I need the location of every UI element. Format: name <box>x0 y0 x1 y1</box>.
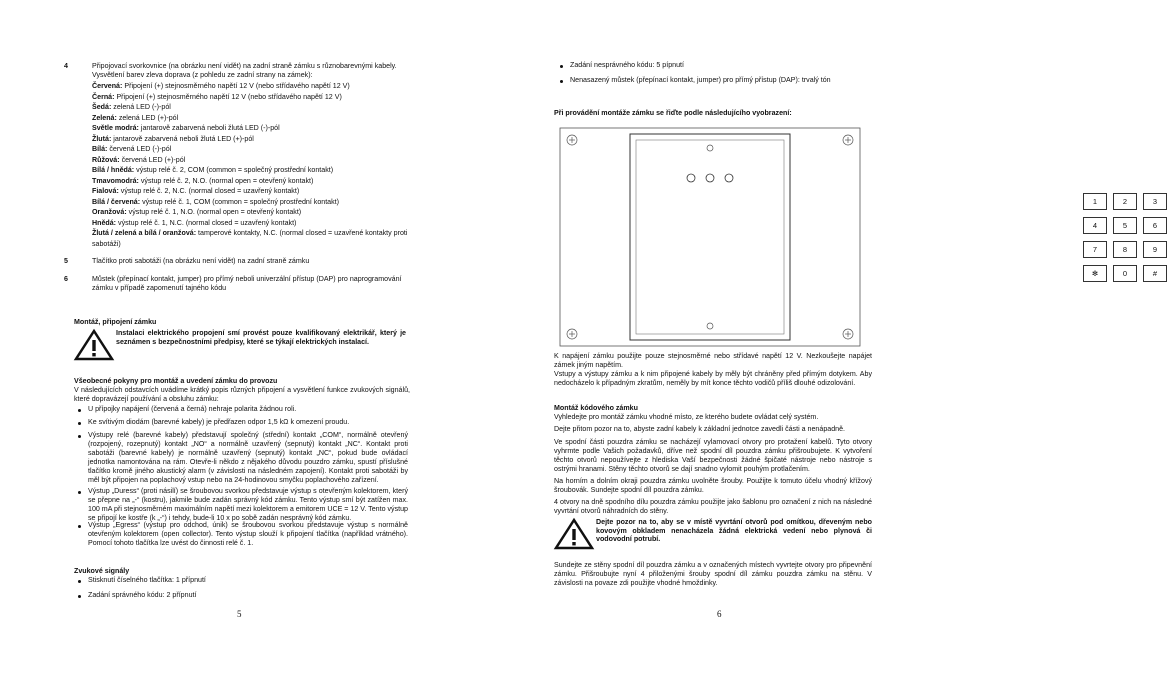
wire-color: Žlutá: <box>92 134 112 143</box>
wire-function: tamperové kontakty, N.C. (normal closed = uzavřené kontakty proti <box>196 229 408 237</box>
wire-entry <box>92 208 301 217</box>
wire-entry <box>92 156 185 165</box>
wire-function: červená LED (-)-pól <box>107 145 172 153</box>
keypad-key[interactable] <box>1143 193 1167 210</box>
general-bullet-4: Výstup „Duress“ (proti násilí) se šroubovou svorkou představuje výstup s otevřeným kolektorem, který se přepne na „-“ (kostru), jakmile bude zadán správný kód zámku. Tento výstup smí být zatížen max. 100 mA při stejnosměrném maximálním napětí mezi kolektorem a emitorem UCE = 12 V. Tento výstup se připojí ke kostře (k „-“) i tehdy, bude-li 10 x po sobě zadán nesprávný kód zámku. <box>88 487 408 522</box>
wire-color: Černá: <box>92 92 115 101</box>
wire-entry <box>92 219 296 228</box>
bullet-dot <box>78 580 81 583</box>
wire-color: Zelená: <box>92 113 117 122</box>
wire-color: Oranžová: <box>92 208 127 216</box>
wire-function: výstup relé č. 1, COM (common = společný prostřední kontakt) <box>140 197 340 206</box>
item-4-number: 4 <box>64 62 68 70</box>
para-mounting: Sundejte ze stěny spodní díl pouzdra zámku a v označených místech vyvrtejte otvory pro připevnění zámku. Přišroubujte nyní 4 přiloženými šrouby spodní díl zámku pouzdra zámku na stěnu. V závislosti na povaze zdi použijte vhodné hmoždinky. <box>554 561 872 587</box>
keypad-key-label: ✻ <box>1091 269 1099 278</box>
keypad-key-label: 6 <box>1152 221 1158 230</box>
warning-triangle-icon <box>554 518 594 550</box>
para-template: 4 otvory na dně spodního dílu pouzdra zámku použijte jako šablonu pro označení z nich na následné vyvrtání otvorů náhradních do stěny. <box>554 498 872 515</box>
keypad-key-label: 9 <box>1152 245 1158 254</box>
warning-drilling: Dejte pozor na to, aby se v místě vyvrtání otvorů pod omítkou, dřeveným nebo kovovým obkladem nenacházela žádná elektrická vedení nebo plynová či vodovodní potrubí. <box>596 518 872 543</box>
keypad-key[interactable] <box>1113 217 1137 234</box>
general-bullet-5: Výstup „Egress“ (výstup pro odchod, únik) se šroubovou svorkou představuje výstup s normálně otevřeným kolektorem (open collector). Tento výstup slouží k připojení tlačítka (například vrátného). Pomocí tohoto tlačítka lze uvést do činnosti relé č. 1. <box>88 521 408 547</box>
wire-entry <box>92 229 407 238</box>
sound-bullet-1: Stisknutí číselného tlačítka: 1 přípnutí <box>88 576 206 584</box>
para-cables: Dejte přitom pozor na to, abyste zadní kabely k základní jednotce zavedli části a nenápadně. <box>554 425 846 433</box>
wire-color: Hnědá: <box>92 218 117 227</box>
wire-color: Žlutá / zelená a bílá / oranžová: <box>92 229 197 237</box>
wire-entry <box>92 114 178 123</box>
keypad-key-label: 3 <box>1152 197 1158 206</box>
wire-function: Připojení (+) stejnosměrného napětí 12 V (nebo střídavého napětí 12 V) <box>122 82 350 90</box>
item-6-number: 6 <box>64 275 68 283</box>
right-bullet-1: Zadání nesprávného kódu: 5 pípnutí <box>570 61 684 69</box>
wire-entry <box>92 187 299 196</box>
wire-function: výstup relé č. 1, N.O. (normal open = otevřený kontakt) <box>126 208 302 216</box>
keypad-key[interactable] <box>1083 193 1107 210</box>
wire-entry <box>92 198 339 207</box>
wire-function: výstup relé č. 2, N.O. (normal open = otevřený kontakt) <box>138 176 314 185</box>
wire-function: výstup relé č. 2, N.C. (normal closed = uzavřený kontakt) <box>118 187 300 195</box>
keypad-key[interactable] <box>1113 193 1137 210</box>
wire-color: Bílá: <box>92 145 108 153</box>
wire-entry <box>92 177 313 186</box>
installation-diagram <box>558 126 862 348</box>
keypad-key-label: 8 <box>1122 245 1128 254</box>
bullet-dot <box>78 409 81 412</box>
general-bullet-3: Výstupy relé (barevné kabely) představují společný (střední) kontakt „COM“, normálně otevřený (rozpojený, rozepnutý) kontakt „NO“ a normálně uzavřený (sepnutý) kontakt „NC“. Kontakt proti sabotáži (barevné kabely) je normálně uzavřený (sepnutý) kontakt „NC“, pokud bude ovládací jednotka namontována na rám. Otevře-li někdo z nějakého důvodu pouzdro zámku, spustí příslušné tlačítko kromě jiného akustický alarm (v závislosti na následném zapojení). Kontakt proti sabotáži by měl být připojen na poplachový vstup nebo na 24-hodinovou smyčku poplachového zařízení. <box>88 431 408 484</box>
wire-entry <box>92 82 350 91</box>
right-bullet-2: Nenasazený můstek (přepínací kontakt, jumper) pro přímý přístup (DAP): trvalý tón <box>570 76 831 84</box>
para-power: K napájení zámku použijte pouze stejnosměrné nebo střídavé napětí 12 V. Nezkoušejte napájet zámek jiným napětím. <box>554 352 872 369</box>
para-knockouts: Ve spodní části pouzdra zámku se nacházejí vylamovací otvory pro protažení kabelů. Tyto otvory vyhrmte podle Vašich požadavků, dříve než spodní díl pouzdra zámku přišroubujete. K vytvoření těchto otvorů nepoužívejte z hlediska Vaší bezpečnosti žádné špičaté nástroje nebo nástroje s ostrými hranami. Stěny těchto otvorů se dají snadno vylomit pouhým protlačením. <box>554 438 872 473</box>
wire-function: jantarově zabarvená neboli žlutá LED (+)-pól <box>111 134 254 143</box>
wire-entry <box>92 135 254 144</box>
wire-function: výstup relé č. 2, COM (common = společný prostřední kontakt) <box>134 166 334 174</box>
wire-color: Bílá / červená: <box>92 197 141 206</box>
item-4-line-2: Vysvětlení barev zleva doprava (z pohledu ze zadní strany na zámek): <box>92 71 313 79</box>
keypad-key[interactable] <box>1143 265 1167 282</box>
page-number: 6 <box>717 609 722 619</box>
mount-note: Při provádění montáže zámku se řiďte podle následujícího vyobrazení: <box>554 109 792 117</box>
warning-text: Instalaci elektrického propojení smí provést pouze kvalifikovaný elektrikář, který je seznámen s bezpečnostními předpisy, které se týkají elektrických instalací. <box>116 329 406 346</box>
warning-triangle-icon <box>74 329 114 361</box>
wire-color: Růžová: <box>92 155 120 164</box>
wire-color: Tmavomodrá: <box>92 176 139 185</box>
bullet-dot <box>78 435 81 438</box>
wire-entry <box>92 93 342 102</box>
keypad-key-label: 0 <box>1122 269 1128 278</box>
wire-function: jantarově zabarvená neboli žlutá LED (-)-pól <box>138 124 280 132</box>
wire-color: Bílá / hnědá: <box>92 166 135 174</box>
bullet-dot <box>78 422 81 425</box>
keypad-key[interactable] <box>1083 265 1107 282</box>
wire-function: zelená LED (-)-pól <box>111 103 171 111</box>
wire-entry <box>92 145 171 154</box>
general-intro: V následujících odstavcích uvádíme krátký popis různých připojení a vysvětlení funkce zvukových signálů, které dopravázejí používání a obsluhu zámku: <box>74 386 410 403</box>
wire-entry <box>92 166 333 175</box>
bullet-dot <box>78 525 81 528</box>
para-protect: Vstupy a výstupy zámku a k nim připojené kabely by měly být chráněny před přímým dotykem. Aby nedocházelo k případným zkratům, neměly by mít konce těchto vodičů příliš dlouhé odizolování. <box>554 370 872 387</box>
wire-entry <box>92 103 171 112</box>
wire-function: červená LED (+)-pól <box>119 155 186 164</box>
bullet-dot <box>78 595 81 598</box>
keypad-mount-title: Montáž kódového zámku <box>554 404 638 412</box>
keypad-key[interactable] <box>1083 241 1107 258</box>
wire-function: zelená LED (+)-pól <box>116 113 179 122</box>
wire-entry <box>92 124 280 133</box>
wire-color: Červená: <box>92 82 123 90</box>
wire-color: Fialová: <box>92 187 119 195</box>
page-number: 5 <box>237 609 242 619</box>
right-page <box>480 0 1158 674</box>
left-page <box>0 0 480 674</box>
para-screws: Na horním a dolním okraji pouzdra zámku uvolněte šrouby. Použijte k tomuto účelu vhodný křížový šroubovák. Sundejte spodní díl pouzdra zámku. <box>554 477 872 494</box>
keypad-key-label: 2 <box>1122 197 1128 206</box>
general-title: Všeobecné pokyny pro montáž a uvedení zámku do provozu <box>74 377 278 385</box>
item-5-text: Tlačítko proti sabotáži (na obrázku není vidět) na zadní straně zámku <box>92 257 310 265</box>
sound-bullet-2: Zadání správného kódu: 2 přípnutí <box>88 591 197 599</box>
sound-title: Zvukové signály <box>74 567 130 575</box>
mount-title: Montáž, připojení zámku <box>74 318 157 326</box>
item-5-number: 5 <box>64 257 68 265</box>
keypad-key[interactable] <box>1083 217 1107 234</box>
wire-list-tail: sabotáži) <box>92 240 121 248</box>
general-bullet-2: Ke svítivým diodám (barevné kabely) je předřazen odpor 1,5 kΩ k omezení proudu. <box>88 418 350 426</box>
wire-function: výstup relé č. 1, N.C. (normal closed = uzavřený kontakt) <box>116 218 297 227</box>
bullet-dot <box>560 65 563 68</box>
keypad-key[interactable] <box>1113 265 1137 282</box>
keypad-key[interactable] <box>1143 241 1167 258</box>
wire-color: Světle modrá: <box>92 124 139 132</box>
general-bullet-1: U přípojky napájení (červená a černá) nehraje polarita žádnou roli. <box>88 405 297 413</box>
wire-color: Šedá: <box>92 103 112 111</box>
item-6-line-2: zámku v případě zapomenutí tajného kódu <box>92 284 227 292</box>
bullet-dot <box>560 80 563 83</box>
item-4-line-1: Připojovací svorkovnice (na obrázku není vidět) na zadní straně zámku s různobarevnými kabely. <box>92 62 397 70</box>
keypad-key-label: 1 <box>1092 197 1098 206</box>
bullet-dot <box>78 491 81 494</box>
keypad-key-label: # <box>1152 269 1158 278</box>
keypad-key[interactable] <box>1113 241 1137 258</box>
keypad-key[interactable] <box>1143 217 1167 234</box>
keypad-key-label: 5 <box>1122 221 1128 230</box>
para-location: Vyhledejte pro montáž zámku vhodné místo, ze kterého budete ovládat celý systém. <box>554 413 819 421</box>
keypad-key-label: 7 <box>1092 245 1098 254</box>
item-6-line-1: Můstek (přepínací kontakt, jumper) pro přímý neboli univerzální přístup (DAP) pro naprogramování <box>92 275 402 283</box>
keypad-key-label: 4 <box>1092 221 1098 230</box>
wire-function: Připojení (+) stejnosměrného napětí 12 V (nebo střídavého napětí 12 V) <box>114 92 342 101</box>
